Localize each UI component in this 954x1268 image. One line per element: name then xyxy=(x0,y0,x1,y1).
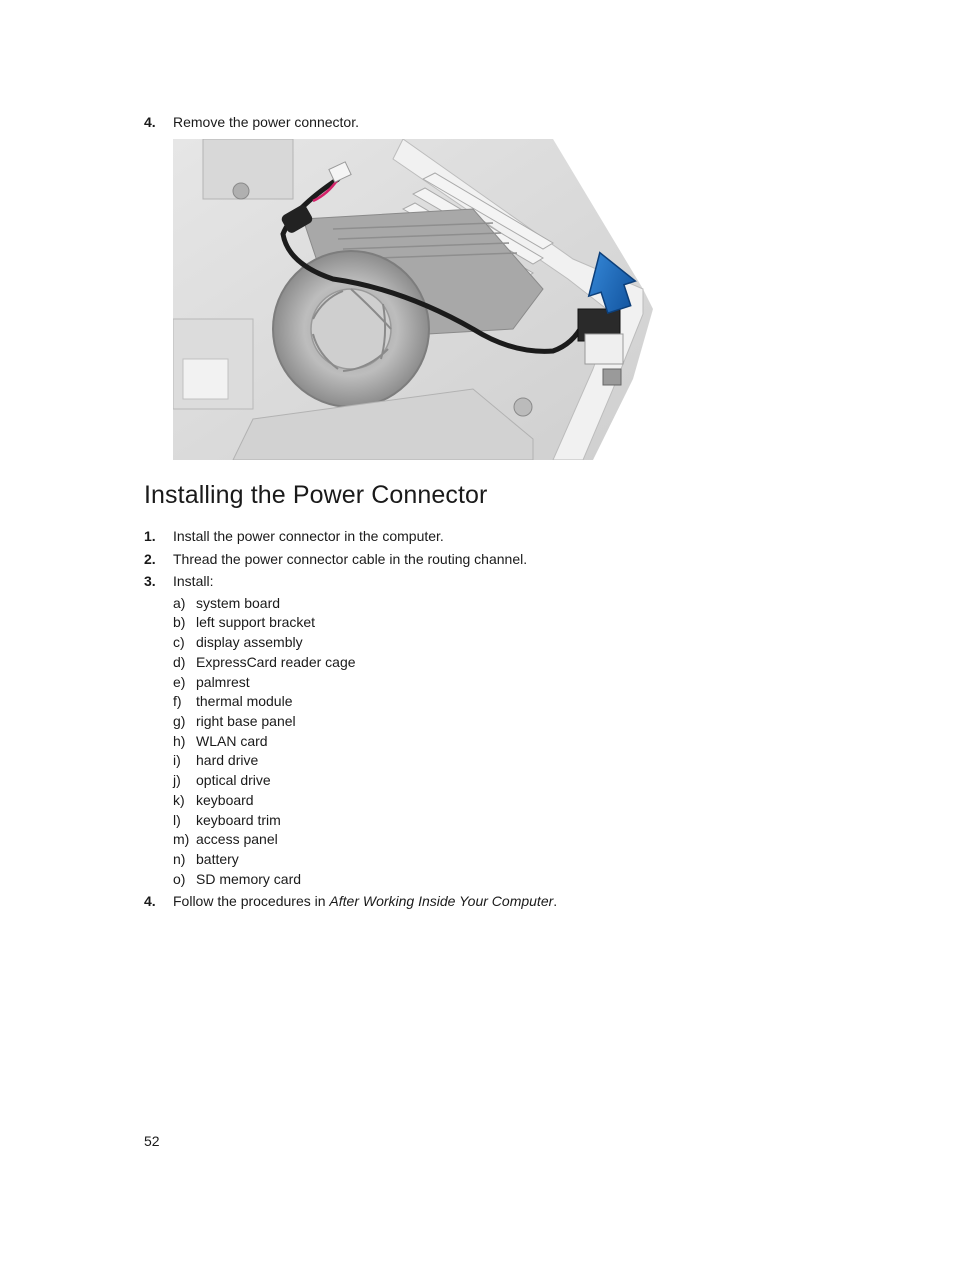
step-text xyxy=(173,892,557,910)
item-letter: d) xyxy=(173,654,186,670)
item-text: right base panel xyxy=(196,713,296,729)
power-connector-figure xyxy=(173,139,661,460)
step-number: 1. xyxy=(144,528,156,544)
item-letter: l) xyxy=(173,812,181,828)
step-number: 3. xyxy=(144,573,156,589)
item-letter: c) xyxy=(173,634,185,650)
item-text: keyboard xyxy=(196,792,254,808)
screw-post xyxy=(514,398,532,416)
item-text: access panel xyxy=(196,831,278,847)
item-text: optical drive xyxy=(196,772,271,788)
step-text: Thread the power connector cable in the routing channel. xyxy=(173,551,528,567)
item-letter: e) xyxy=(173,674,186,690)
step-text: Install the power connector in the computer. xyxy=(173,528,444,544)
step-text-suffix: . xyxy=(553,893,558,909)
left-bay-inner xyxy=(183,359,228,399)
page-number: 52 xyxy=(144,1133,160,1149)
dc-in-bracket xyxy=(585,334,623,364)
item-letter: o) xyxy=(173,871,186,887)
item-text: display assembly xyxy=(196,634,303,650)
item-text: SD memory card xyxy=(196,871,302,887)
dc-in-port xyxy=(603,369,621,385)
screw-post xyxy=(233,183,249,199)
item-letter: a) xyxy=(173,595,186,611)
item-text: battery xyxy=(196,851,239,867)
item-letter: j) xyxy=(173,772,181,788)
item-text: WLAN card xyxy=(196,733,268,749)
step-number: 4. xyxy=(144,114,156,130)
item-letter: g) xyxy=(173,713,186,729)
section-title: Installing the Power Connector xyxy=(144,481,488,509)
step-text: Install: xyxy=(173,573,214,589)
item-letter: b) xyxy=(173,614,186,630)
item-letter: m) xyxy=(173,831,190,847)
step-number: 2. xyxy=(144,551,156,567)
item-letter: i) xyxy=(173,752,181,768)
item-text: thermal module xyxy=(196,693,293,709)
item-text: left support bracket xyxy=(196,614,316,630)
item-text: ExpressCard reader cage xyxy=(196,654,356,670)
item-letter: h) xyxy=(173,733,186,749)
item-text: system board xyxy=(196,595,281,611)
step-text: Remove the power connector. xyxy=(173,114,359,130)
item-letter: k) xyxy=(173,792,185,808)
item-text: palmrest xyxy=(196,674,250,690)
reference-link: After Working Inside Your Computer xyxy=(329,893,554,909)
step-text-prefix: Follow the procedures in xyxy=(173,893,330,909)
item-text: keyboard trim xyxy=(196,812,281,828)
item-text: hard drive xyxy=(196,752,259,768)
item-letter: f) xyxy=(173,693,182,709)
item-letter: n) xyxy=(173,851,186,867)
step-number: 4. xyxy=(144,893,156,909)
